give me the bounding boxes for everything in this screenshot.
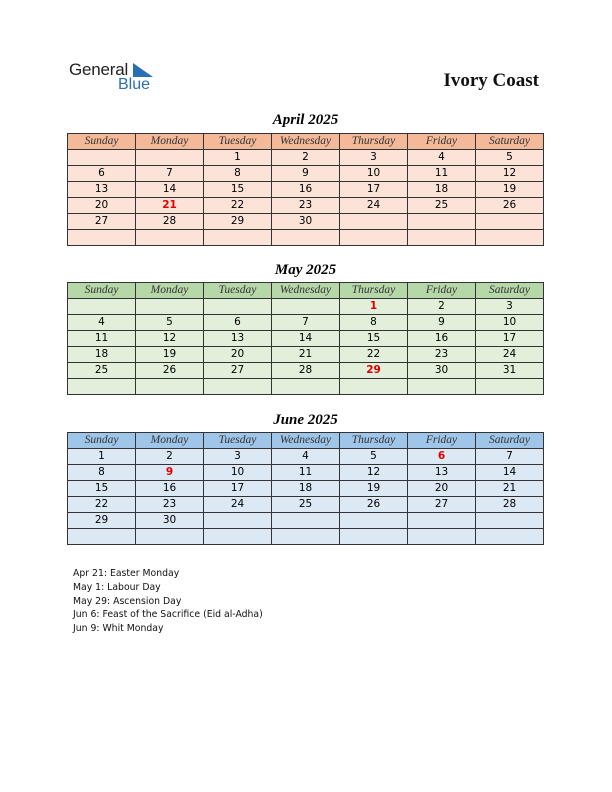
month-title-april: April 2025 (272, 112, 339, 128)
week-row (68, 529, 544, 545)
empty-day-cell (204, 379, 272, 395)
day-cell: 18 (408, 182, 476, 198)
day-cell: 30 (408, 363, 476, 379)
day-cell: 18 (272, 481, 340, 497)
day-cell: 21 (272, 347, 340, 363)
empty-day-cell (408, 214, 476, 230)
day-cell: 20 (408, 481, 476, 497)
day-cell: 7 (136, 166, 204, 182)
weekday-thursday: Thursday (340, 433, 408, 449)
weekday-header-row (68, 134, 544, 150)
weekday-saturday: Saturday (476, 283, 544, 299)
empty-day-cell (476, 214, 544, 230)
week-row (68, 449, 544, 465)
week-row (68, 299, 544, 315)
holiday-item: Jun 9: Whit Monday (73, 623, 164, 635)
day-cell: 15 (68, 481, 136, 497)
day-cell: 5 (476, 150, 544, 166)
week-row (68, 513, 544, 529)
empty-day-cell (340, 230, 408, 246)
empty-day-cell (340, 379, 408, 395)
day-cell: 6 (204, 315, 272, 331)
day-cell: 8 (340, 315, 408, 331)
day-cell: 27 (68, 214, 136, 230)
week-row (68, 497, 544, 513)
holiday-day-cell: 6 (408, 449, 476, 465)
day-cell: 14 (136, 182, 204, 198)
weekday-sunday: Sunday (68, 433, 136, 449)
day-cell: 1 (204, 150, 272, 166)
day-cell: 5 (136, 315, 204, 331)
empty-day-cell (68, 150, 136, 166)
day-cell: 26 (136, 363, 204, 379)
empty-day-cell (204, 513, 272, 529)
weekday-monday: Monday (136, 433, 204, 449)
day-cell: 15 (204, 182, 272, 198)
day-cell: 4 (272, 449, 340, 465)
day-cell: 23 (136, 497, 204, 513)
empty-day-cell (476, 230, 544, 246)
week-row (68, 347, 544, 363)
day-cell: 27 (204, 363, 272, 379)
empty-day-cell (136, 150, 204, 166)
day-cell: 27 (408, 497, 476, 513)
week-row (68, 166, 544, 182)
empty-day-cell (136, 230, 204, 246)
day-cell: 18 (68, 347, 136, 363)
weekday-friday: Friday (408, 433, 476, 449)
day-cell: 29 (204, 214, 272, 230)
weekday-wednesday: Wednesday (272, 433, 340, 449)
day-cell: 11 (68, 331, 136, 347)
country-title: Ivory Coast (443, 70, 539, 91)
holiday-day-cell: 29 (340, 363, 408, 379)
week-row (68, 214, 544, 230)
empty-day-cell (340, 214, 408, 230)
day-cell: 23 (272, 198, 340, 214)
day-cell: 28 (476, 497, 544, 513)
day-cell: 17 (340, 182, 408, 198)
calendar-june (67, 432, 544, 545)
day-cell: 22 (204, 198, 272, 214)
empty-day-cell (272, 379, 340, 395)
empty-day-cell (204, 230, 272, 246)
day-cell: 16 (136, 481, 204, 497)
weekday-monday: Monday (136, 134, 204, 150)
day-cell: 24 (476, 347, 544, 363)
empty-day-cell (476, 529, 544, 545)
day-cell: 3 (204, 449, 272, 465)
weekday-monday: Monday (136, 283, 204, 299)
week-row (68, 150, 544, 166)
week-row (68, 331, 544, 347)
day-cell: 11 (408, 166, 476, 182)
day-cell: 28 (136, 214, 204, 230)
day-cell: 31 (476, 363, 544, 379)
day-cell: 13 (408, 465, 476, 481)
day-cell: 30 (272, 214, 340, 230)
day-cell: 16 (408, 331, 476, 347)
day-cell: 12 (476, 166, 544, 182)
day-cell: 2 (136, 449, 204, 465)
weekday-header-row (68, 433, 544, 449)
week-row (68, 481, 544, 497)
weekday-thursday: Thursday (340, 134, 408, 150)
day-cell: 20 (68, 198, 136, 214)
weekday-saturday: Saturday (476, 433, 544, 449)
weekday-wednesday: Wednesday (272, 283, 340, 299)
day-cell: 25 (68, 363, 136, 379)
day-cell: 24 (340, 198, 408, 214)
holiday-day-cell: 21 (136, 198, 204, 214)
day-cell: 19 (476, 182, 544, 198)
empty-day-cell (408, 529, 476, 545)
day-cell: 24 (204, 497, 272, 513)
day-cell: 26 (476, 198, 544, 214)
weekday-sunday: Sunday (68, 134, 136, 150)
calendar-april (67, 133, 544, 246)
week-row (68, 182, 544, 198)
day-cell: 4 (408, 150, 476, 166)
day-cell: 2 (408, 299, 476, 315)
weekday-friday: Friday (408, 134, 476, 150)
logo-triangle-icon (133, 63, 153, 77)
day-cell: 25 (408, 198, 476, 214)
month-title-june: June 2025 (273, 412, 338, 428)
april-days (68, 150, 544, 246)
holiday-item: Jun 6: Feast of the Sacrifice (Eid al-Adha) (73, 609, 263, 621)
day-cell: 19 (340, 481, 408, 497)
weekday-friday: Friday (408, 283, 476, 299)
empty-day-cell (136, 379, 204, 395)
day-cell: 12 (136, 331, 204, 347)
day-cell: 23 (408, 347, 476, 363)
weekday-sunday: Sunday (68, 283, 136, 299)
empty-day-cell (272, 299, 340, 315)
empty-day-cell (408, 230, 476, 246)
may-days (68, 299, 544, 395)
weekday-wednesday: Wednesday (272, 134, 340, 150)
empty-day-cell (476, 379, 544, 395)
week-row (68, 198, 544, 214)
empty-day-cell (272, 230, 340, 246)
day-cell: 4 (68, 315, 136, 331)
day-cell: 10 (204, 465, 272, 481)
day-cell: 5 (340, 449, 408, 465)
holiday-list (73, 567, 263, 636)
empty-day-cell (408, 379, 476, 395)
holiday-day-cell: 1 (340, 299, 408, 315)
weekday-thursday: Thursday (340, 283, 408, 299)
day-cell: 19 (136, 347, 204, 363)
week-row (68, 363, 544, 379)
day-cell: 8 (68, 465, 136, 481)
empty-day-cell (204, 529, 272, 545)
empty-day-cell (136, 299, 204, 315)
day-cell: 20 (204, 347, 272, 363)
weekday-tuesday: Tuesday (204, 283, 272, 299)
empty-day-cell (68, 379, 136, 395)
day-cell: 1 (68, 449, 136, 465)
holiday-item: May 29: Ascension Day (73, 595, 182, 607)
day-cell: 25 (272, 497, 340, 513)
empty-day-cell (136, 529, 204, 545)
week-row (68, 230, 544, 246)
holiday-item: Apr 21: Easter Monday (73, 568, 180, 579)
weekday-saturday: Saturday (476, 134, 544, 150)
day-cell: 13 (204, 331, 272, 347)
empty-day-cell (204, 299, 272, 315)
logo-text-blue: Blue (118, 76, 151, 93)
day-cell: 13 (68, 182, 136, 198)
day-cell: 28 (272, 363, 340, 379)
day-cell: 29 (68, 513, 136, 529)
day-cell: 11 (272, 465, 340, 481)
day-cell: 17 (476, 331, 544, 347)
day-cell: 10 (340, 166, 408, 182)
holiday-item: May 1: Labour Day (73, 581, 161, 593)
calendar-may (67, 282, 544, 395)
weekday-tuesday: Tuesday (204, 134, 272, 150)
day-cell: 22 (68, 497, 136, 513)
day-cell: 16 (272, 182, 340, 198)
empty-day-cell (68, 230, 136, 246)
day-cell: 8 (204, 166, 272, 182)
generalblue-logo (69, 60, 169, 96)
day-cell: 15 (340, 331, 408, 347)
empty-day-cell (408, 513, 476, 529)
empty-day-cell (272, 529, 340, 545)
day-cell: 14 (272, 331, 340, 347)
empty-day-cell (340, 529, 408, 545)
day-cell: 17 (204, 481, 272, 497)
day-cell: 21 (476, 481, 544, 497)
logo-text-general: General (69, 60, 129, 79)
day-cell: 10 (476, 315, 544, 331)
empty-day-cell (340, 513, 408, 529)
day-cell: 26 (340, 497, 408, 513)
day-cell: 30 (136, 513, 204, 529)
june-days (68, 449, 544, 545)
week-row (68, 465, 544, 481)
holiday-day-cell: 9 (136, 465, 204, 481)
weekday-tuesday: Tuesday (204, 433, 272, 449)
empty-day-cell (68, 529, 136, 545)
day-cell: 22 (340, 347, 408, 363)
day-cell: 6 (68, 166, 136, 182)
day-cell: 3 (340, 150, 408, 166)
week-row (68, 315, 544, 331)
day-cell: 12 (340, 465, 408, 481)
day-cell: 9 (408, 315, 476, 331)
day-cell: 2 (272, 150, 340, 166)
day-cell: 7 (476, 449, 544, 465)
empty-day-cell (476, 513, 544, 529)
empty-day-cell (68, 299, 136, 315)
week-row (68, 379, 544, 395)
empty-day-cell (272, 513, 340, 529)
day-cell: 7 (272, 315, 340, 331)
day-cell: 3 (476, 299, 544, 315)
day-cell: 14 (476, 465, 544, 481)
month-title-may: May 2025 (274, 262, 337, 278)
weekday-header-row (68, 283, 544, 299)
day-cell: 9 (272, 166, 340, 182)
